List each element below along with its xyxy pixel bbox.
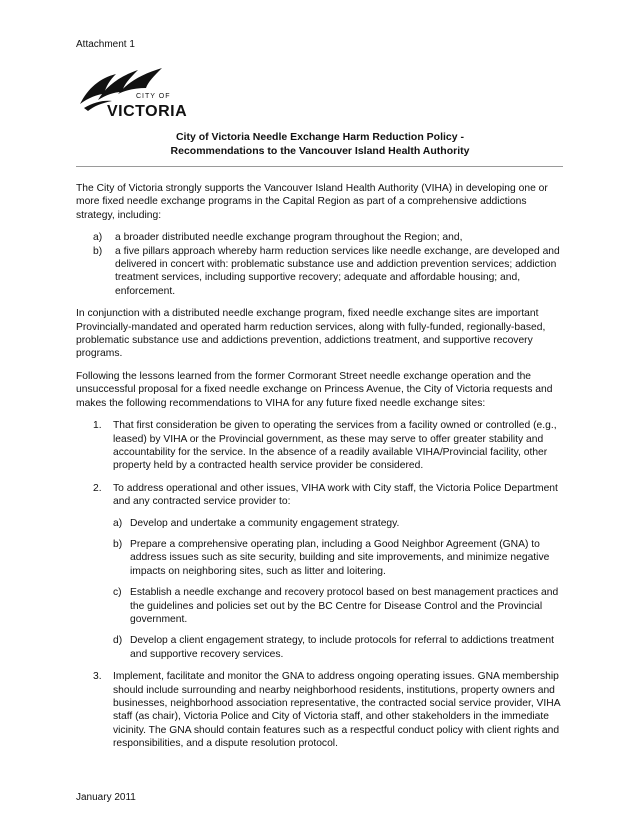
city-of-victoria-logo — [76, 64, 196, 120]
list-marker: 2. — [93, 482, 102, 494]
list-marker: a) — [93, 232, 103, 244]
logo-text-city-of: CITY OF — [136, 93, 171, 100]
fixed-sites-paragraph: In conjunction with a distributed needle exchange program, fixed needle exchange sites are important Provincially-mandated and operated harm reduction services, along with fully-funded, regionally-based, problematic substance use and addictions prevention, addictions treatment, and supportive recovery programs. — [76, 308, 546, 360]
sublist-item-text: Develop and undertake a community engagement strategy. — [130, 517, 400, 529]
list-item — [76, 231, 564, 244]
recommendation-item — [76, 419, 564, 473]
sublist-item-text: Develop a client engagement strategy, to include protocols for referral to addictions treatment and supportive recovery services. — [130, 635, 554, 660]
document-title — [140, 130, 500, 158]
recommendation-text: That first consideration be given to operating the services from a facility owned or controlled (e.g., leased) by VIHA or the Provincial government, as these may serve to offer greater stability and accountability for the service. In the absence of a readily available VIHA/Provincial facility, other property held by a contracted health service provider be considered. — [113, 420, 557, 472]
recommendation-text: To address operational and other issues, VIHA work with City staff, the Victoria Police Department and any contracted service provider to: — [113, 482, 558, 508]
footer-date: January 2011 — [76, 792, 136, 803]
sublist-item-text: Establish a needle exchange and recovery protocol based on best management practices and the guidelines and policies set out by the BC Centre for Disease Control and the Provincial government. — [130, 587, 559, 625]
recommendation-item — [76, 670, 564, 750]
recommendation-item — [76, 482, 564, 661]
city-logo-icon — [76, 64, 196, 120]
title-divider — [76, 166, 563, 167]
title-line-2: Recommendations to the Vancouver Island Health Authority — [170, 145, 470, 157]
sublist-item-text: Prepare a comprehensive operating plan, including a Good Neighbor Agreement (GNA) to address issues such as site security, building and site improvements, and minimize negative impacts on neighboring sites, such as litter and loitering. — [130, 538, 550, 577]
list-item-text: a five pillars approach whereby harm reduction services like needle exchange, are developed and delivered in concert with: problematic substance use and addiction prevention services; addiction treatment services, including supportive recovery; adequate and affordable housing; and, enforcement. — [115, 245, 560, 297]
document-body — [76, 182, 564, 760]
recommendation-sublist — [113, 517, 564, 662]
sublist-item — [113, 586, 564, 626]
recommendation-text: Implement, facilitate and monitor the GNA to address ongoing operating issues. GNA membership should include surrounding and nearby neighborhood residents, institutions, property owners and businesses, neighborhood association representative, the contracted social service provider, VIHA staff (as chair), Victoria Police and City of Victoria staff, and other stakeholders in the immediate vicinity. The GNA should contain features such as a respectful conduct policy with client rights and responsibilities, and a dispute resolution protocol. — [113, 671, 561, 750]
sublist-item — [113, 634, 564, 661]
attachment-label: Attachment 1 — [76, 39, 135, 50]
intro-list — [76, 231, 564, 298]
title-line-1: City of Victoria Needle Exchange Harm Reduction Policy - — [175, 131, 465, 143]
list-item-text: a broader distributed needle exchange program throughout the Region; and, — [115, 232, 463, 244]
list-marker: a) — [113, 517, 123, 529]
list-marker: d) — [113, 635, 123, 647]
list-item — [76, 245, 564, 299]
logo-text-victoria: VICTORIA — [107, 103, 188, 120]
list-marker: b) — [113, 538, 123, 550]
sublist-item — [113, 517, 564, 530]
list-marker: 3. — [93, 671, 102, 683]
list-marker: c) — [113, 587, 122, 599]
recommendations-list — [76, 419, 564, 751]
sublist-item — [113, 538, 564, 578]
lessons-learned-paragraph: Following the lessons learned from the former Cormorant Street needle exchange operation and the unsuccessful proposal for a fixed needle exchange on Princess Avenue, the City of Victoria requests and makes the following recommendations to VIHA for any future fixed needle exchange sites: — [76, 370, 553, 409]
list-marker: b) — [93, 245, 103, 257]
intro-paragraph: The City of Victoria strongly supports the Vancouver Island Health Authority (VIHA) in developing one or more fixed needle exchange programs in the Capital Region as part of a comprehensive addictions strategy, including: — [76, 183, 548, 221]
list-marker: 1. — [93, 420, 102, 432]
